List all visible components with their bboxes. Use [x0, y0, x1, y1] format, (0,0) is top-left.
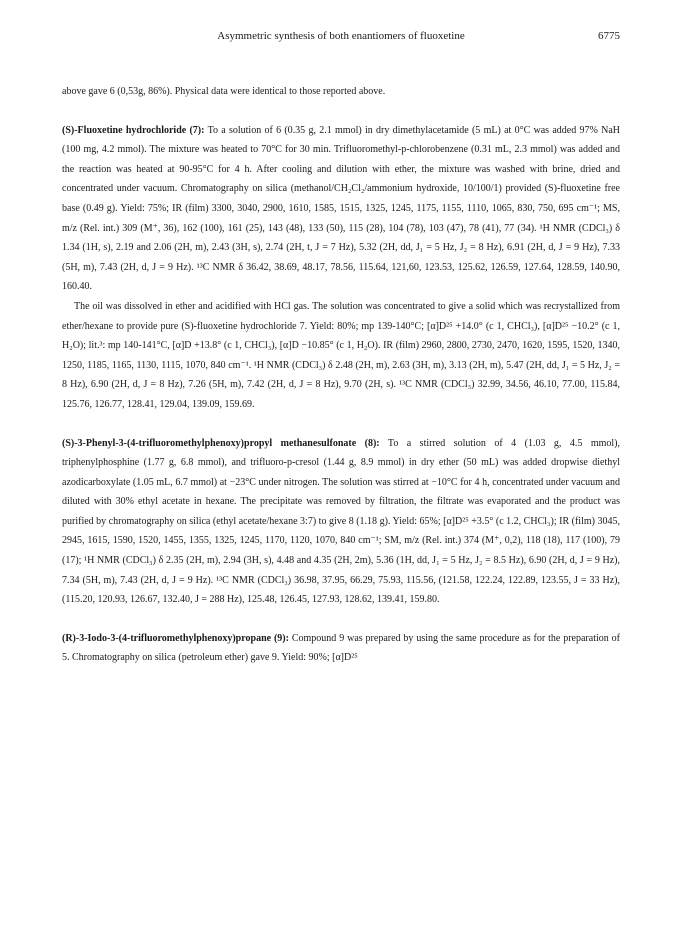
paragraph-fluoxetine-hydrochloride	[62, 121, 620, 297]
running-title: Asymmetric synthesis of both enantiomers of fluoxetine	[217, 30, 465, 42]
procedure-text-8: To a stirred solution of 4 (1.03 g, 4.5 mmol), triphenylphosphine (1.77 g, 6.8 mmol), and trifluoro-p-cresol (1.44 g, 8.9 mmol) in dry ether (50 mL) was added dropwise diethyl azodicarboxylate (1.05 mL, 6.7 mmol) at −23°C under nitrogen. The solution was stirred at −10°C for 4 h, concentrated under vacuum and diluted with 30% ethyl acetate in hexane. The precipitate was removed by filtration, the filtrate was evaporated and the product was purified by chromatography on silica (ethyl acetate/hexane 3:7) to give 8 (1.18 g). Yield: 65%; [α]D²⁵ +3.5° (c 1.2, CHCl₃); IR (film) 3045, 2945, 1615, 1590, 1520, 1455, 1355, 1325, 1245, 1170, 1120, 1070, 840 cm⁻¹; SM, m/z (Rel. int.) 374 (M⁺, 0,2), 118 (18), 117 (100), 79 (17); ¹H NMR (CDCl₃) δ 2.35 (2H, m), 2.94 (3H, s), 4.48 and 4.35 (2H, 2m), 5.36 (1H, dd, J₁ = 5 Hz, J₂ = 8.5 Hz), 6.90 (2H, d, J = 9 Hz), 7.34 (5H, m), 7.43 (2H, d, J = 9 Hz). ¹³C NMR (CDCl₃) 36.98, 37.95, 66.29, 75.93, 115.56, (121.58, 122.24, 122.89, 123.55, J = 33 Hz), (115.20, 120.93, 126.67, 132.40, J = 288 Hz), 125.48, 126.45, 127.93, 128.62, 139.41, 159.80.	[62, 437, 620, 606]
paragraph-iodo-compound	[62, 629, 620, 668]
compound-heading-7: (S)-Fluoxetine hydrochloride (7):	[62, 124, 205, 136]
paragraph-salt-formation: The oil was dissolved in ether and acidified with HCl gas. The solution was concentrated to give a solid which was recrystallized from ether/hexane to provide pure (S)-fluoxetine hydrochloride 7. Yield: 80%; mp 139-140°C; [α]D²⁵ +14.0° (c 1, CHCl₃), [α]D²⁵ −10.2° (c 1, H₂O); lit.³: mp 140-141°C, [α]D +13.8° (c 1, CHCl₃), [α]D −10.85° (c 1, H₂O). IR (film) 2960, 2800, 2730, 2470, 1620, 1595, 1520, 1340, 1250, 1185, 1165, 1130, 1115, 1070, 840 cm⁻¹. ¹H NMR (CDCl₃) δ 2.48 (2H, m), 2.63 (3H, m), 3.13 (2H, m), 5.47 (2H, dd, J₁ = 5 Hz, J₂ = 8 Hz), 6.90 (2H, d, J = 8 Hz), 7.26 (5H, m), 7.42 (2H, d, J = 8 Hz), 9.70 (2H, s). ¹³C NMR (CDCl₃) 32.99, 34.56, 46.10, 77.00, 115.84, 125.76, 126.77, 128.41, 129.04, 139.09, 159.69.	[62, 300, 620, 410]
paragraph-continuation: above gave 6 (0,53g, 86%). Physical data were identical to those reported above.	[62, 86, 386, 97]
paragraph-methanesulfonate	[62, 434, 620, 610]
journal-page	[62, 30, 620, 668]
procedure-text-9: Compound 9 was prepared by using the same procedure as for the preparation of 5. Chromatography on silica (petroleum ether) gave 9. Yield: 90%; [α]D²⁵	[62, 632, 620, 664]
page-number: 6775	[598, 30, 620, 42]
running-header	[62, 30, 620, 46]
compound-heading-9: (R)-3-Iodo-3-(4-trifluoromethylphenoxy)propane (9):	[62, 632, 289, 644]
procedure-text-7: To a solution of 6 (0.35 g, 2.1 mmol) in dry dimethylacetamide (5 mL) at 0°C was added 97% NaH (100 mg, 4.2 mmol). The mixture was heated to 70°C for 30 min. Trifluoromethyl-p-chlorobenzene (0.31 mL, 2.3 mmol) was added and the reaction was heated at 90-95°C for 4 h. After cooling and dilution with ether, the mixture was washed with brine, dried and concentrated under vacuum. Chromatography on silica (methanol/CH₂Cl₂/ammonium hydroxide, 10/100/1) provided (S)-fluoxetine free base (0.49 g). Yield: 75%; IR (film) 3300, 3040, 2900, 1610, 1585, 1515, 1325, 1245, 1175, 1155, 1110, 1065, 830, 750, 695 cm⁻¹; MS, m/z (Rel. int.) 309 (M⁺, 36), 162 (100), 161 (25), 143 (48), 133 (50), 115 (28), 104 (78), 103 (47), 78 (41), 77 (34). ¹H NMR (CDCl₃) δ 1.34 (1H, s), 2.19 and 2.06 (2H, m), 2.43 (3H, s), 2.74 (2H, t, J = 7 Hz), 5.32 (2H, dd, J₁ = 5 Hz, J₂ = 8 Hz), 6.91 (2H, d, J = 9 Hz), 7.33 (5H, m), 7.43 (2H, d, J = 9 Hz). ¹³C NMR δ 36.42, 38.69, 48.17, 78.56, 115.64, 121,60, 123.53, 125.62, 126.59, 127.64, 128.59, 140.90, 160.40.	[62, 124, 620, 293]
compound-heading-8: (S)-3-Phenyl-3-(4-trifluoromethylphenoxy)propyl methanesulfonate (8):	[62, 437, 380, 449]
